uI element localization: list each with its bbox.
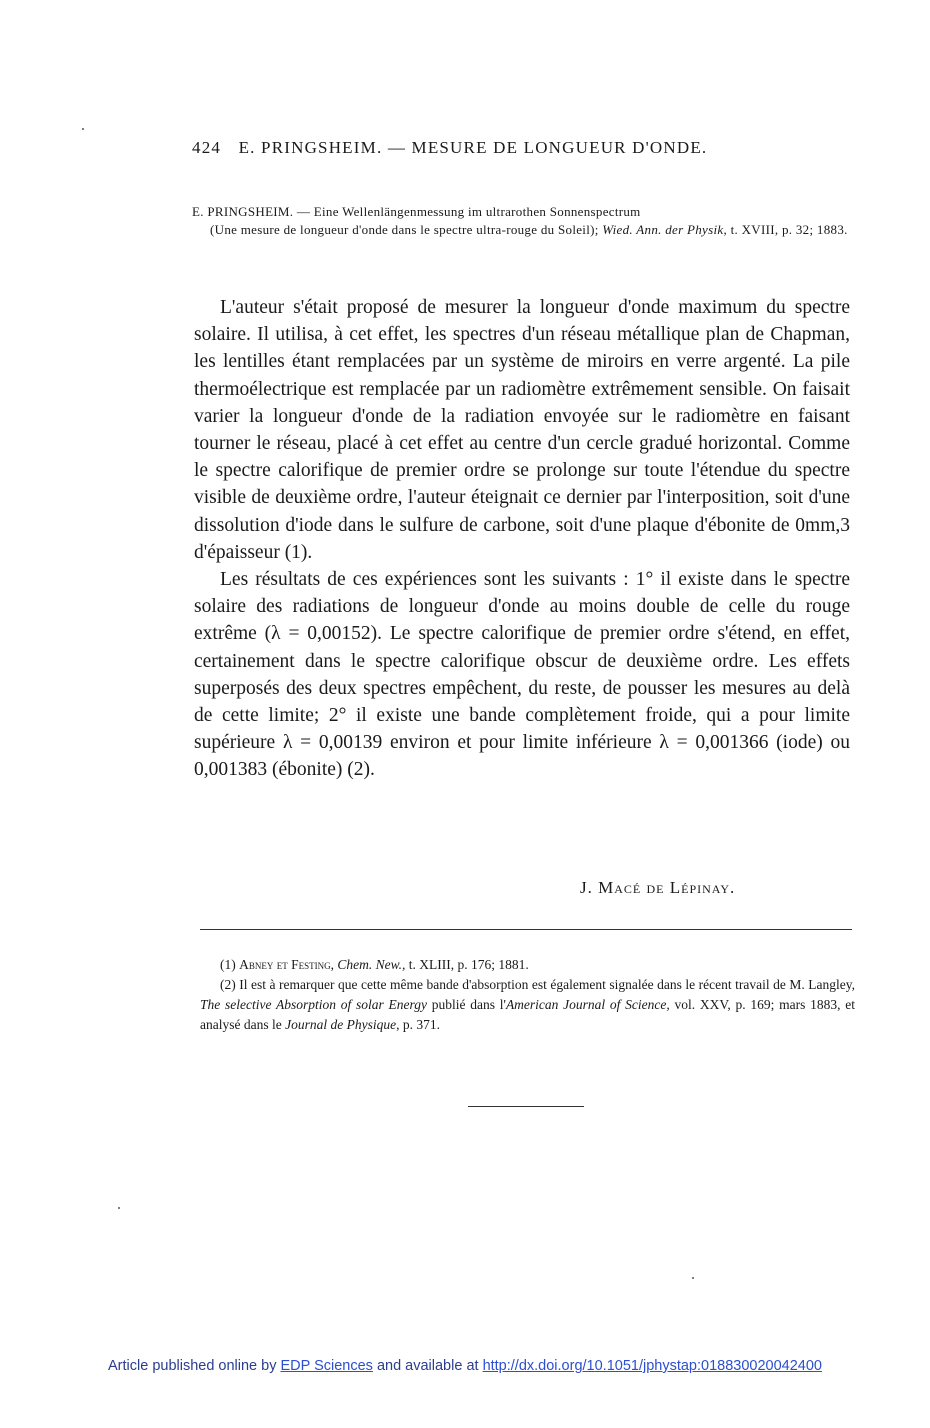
citation-line-1: E. PRINGSHEIM. — Eine Wellenlängenmessung im ultrarothen Sonnenspectrum	[192, 204, 641, 219]
signature-surname-initial: L	[669, 878, 682, 897]
signature-surname: épinay	[681, 878, 731, 897]
footnote-2-text-b: publié dans l'	[431, 997, 506, 1012]
footnote-1	[200, 955, 855, 975]
footnote-1-authors: Abney et Festing,	[239, 957, 334, 972]
footnote-2-journal-2: Journal de Physique,	[285, 1017, 400, 1032]
signature-name: acé de	[614, 878, 670, 897]
footnote-2	[200, 975, 855, 1035]
footnote-2-title: The selective Absorption of solar Energy	[200, 997, 427, 1012]
publisher-link[interactable]: EDP Sciences	[280, 1358, 373, 1374]
signature-end: .	[730, 878, 736, 897]
running-head	[192, 138, 832, 158]
page-number: 424	[192, 138, 222, 157]
body-paragraph-2: Les résultats de ces expériences sont les suivants : 1° il existe dans le spectre solaire des radiations de longueur d'onde au moins double de celle du rouge extrême (λ = 0,00152). Le spectre calorifique de premier ordre s'étend, en effet, certainement dans le spectre calorifique obscur de deuxième ordre. Les effets superposés des deux spectres empêchent, du reste, de pousser les mesures au delà de cette limite; 2° il existe une bande complètement froide, qui a pour limite supérieure λ = 0,00139 environ et pour limite inférieure λ = 0,001366 (iode) ou 0,001383 (ébonite) (2).	[194, 569, 850, 781]
footnote-2-text-a: Il est à remarquer que cette même bande d'absorption est également signalée dans le récent travail de M. Langley,	[239, 977, 855, 992]
citation-volume: t. XVIII, p. 32; 1883.	[730, 222, 848, 237]
footnote-2-text-c: vol. XXV, p. 169; mars 1883, et analysé dans le	[200, 997, 856, 1032]
body-paragraph-1: L'auteur s'était proposé de mesurer la longueur d'onde maximum du spectre solaire. Il utilisa, à cet effet, les spectres d'un réseau métallique plan de Chapman, les lentilles étant remplacées par un système de miroirs en verre argenté. La pile thermoélectrique est remplacée par un radiomètre extrêmement sensible. On faisait varier la longueur d'onde de la radiation envoyée sur le radiomètre en faisant tourner le réseau, placé à cet effet au centre d'un cercle gradué horizontal. Comme le spectre calorifique de premier ordre se prolonge sur toute l'étendue du spectre visible de deuxième ordre, l'auteur éteignait ce dernier par l'interposition, soit d'une dissolution d'iode dans le sulfure de carbone, soit d'une plaque d'ébonite de 0mm,3 d'épaisseur (1).	[194, 297, 850, 563]
footnote-1-mark: (1)	[220, 957, 236, 972]
author-signature	[580, 878, 840, 898]
footnote-2-journal-1: American Journal of Science,	[505, 997, 670, 1012]
footnote-separator	[200, 929, 852, 930]
end-rule	[468, 1106, 584, 1107]
scan-speck	[118, 1207, 120, 1209]
article-body	[194, 294, 850, 784]
bibliographic-citation	[192, 203, 852, 239]
footnote-2-text-d: p. 371.	[402, 1017, 440, 1032]
scan-speck	[82, 128, 84, 130]
citation-line-2: (Une mesure de longueur d'onde dans le spectre ultra-rouge du Soleil);	[210, 222, 599, 237]
citation-journal: Wied. Ann. der Physik,	[602, 222, 728, 237]
publisher-footer	[0, 1358, 930, 1374]
scan-speck	[692, 1277, 694, 1279]
footnotes	[200, 955, 855, 1035]
footnote-1-journal: Chem. New.,	[337, 957, 406, 972]
footnote-2-mark: (2)	[220, 977, 236, 992]
publisher-middle: and available at	[376, 1358, 479, 1374]
publisher-prefix: Article published online by	[108, 1358, 277, 1374]
citation-continuation	[192, 221, 852, 239]
footnote-1-rest: t. XLIII, p. 176; 1881.	[408, 957, 529, 972]
signature-initial: J. M	[580, 878, 615, 897]
running-title: E. PRINGSHEIM. — MESURE DE LONGUEUR D'ONDE.	[238, 138, 708, 157]
doi-link[interactable]: http://dx.doi.org/10.1051/jphystap:018830020042400	[482, 1358, 822, 1374]
